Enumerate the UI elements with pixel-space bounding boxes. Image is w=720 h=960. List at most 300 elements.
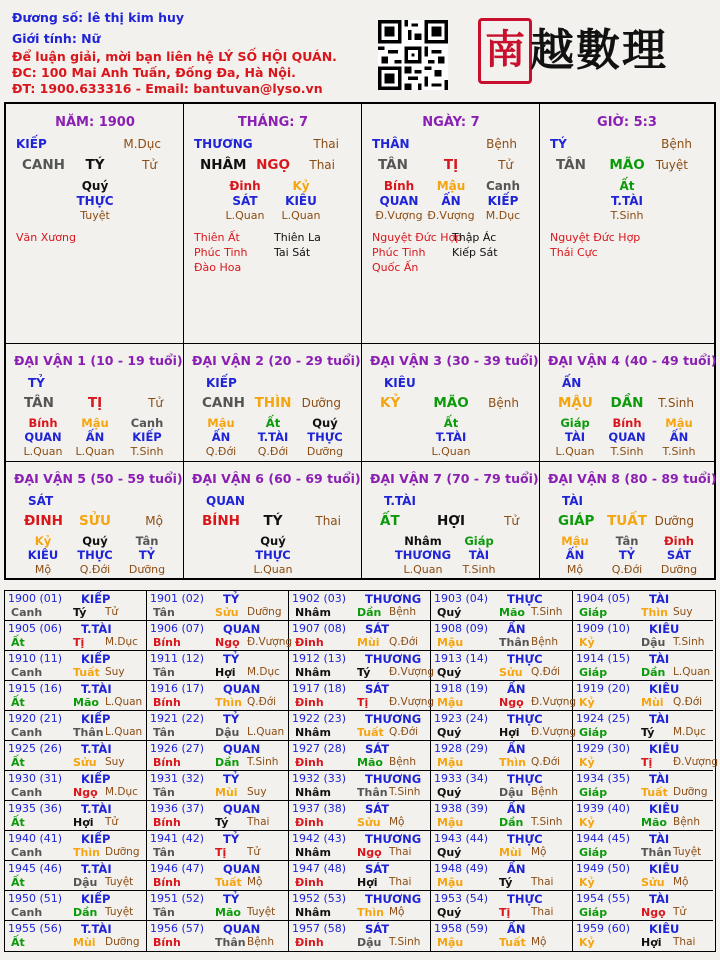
year-state: Bệnh bbox=[389, 756, 416, 768]
year-cell[interactable] bbox=[431, 861, 573, 891]
year-ten-god: TỶ bbox=[223, 892, 240, 906]
year-ten-god: KIÊU bbox=[649, 802, 680, 816]
year-cell[interactable] bbox=[289, 801, 431, 831]
year-ten-god: THƯƠNG bbox=[365, 892, 422, 906]
year-cell[interactable] bbox=[431, 591, 573, 621]
year-cell[interactable] bbox=[431, 711, 577, 741]
year-state: Bệnh bbox=[389, 606, 416, 618]
year-label: 1946 (47) bbox=[150, 862, 205, 875]
year-branch: Ngọ bbox=[357, 846, 382, 859]
dai-van-state: Tử bbox=[504, 514, 519, 528]
year-cell[interactable] bbox=[147, 681, 289, 711]
year-stem: Ất bbox=[11, 876, 25, 889]
star-bad: Thiên La bbox=[274, 231, 321, 244]
year-branch: Sửu bbox=[73, 756, 97, 769]
year-cell[interactable] bbox=[573, 651, 713, 681]
hidden-state: T.Sinh bbox=[662, 445, 696, 458]
year-stem: Ất bbox=[11, 756, 25, 769]
year-branch: Hợi bbox=[641, 936, 662, 949]
pillar-title: NĂM: 1900 bbox=[55, 115, 135, 130]
year-stem: Canh bbox=[11, 726, 43, 739]
hidden-ten-god: ẤN bbox=[565, 548, 585, 562]
year-label: 1944 (45) bbox=[576, 832, 631, 845]
year-branch: Tuất bbox=[73, 666, 100, 679]
year-cell[interactable] bbox=[147, 711, 289, 741]
pillar-ten-god: TÝ bbox=[550, 137, 567, 151]
year-cell[interactable] bbox=[289, 651, 435, 681]
year-label: 1929 (30) bbox=[576, 742, 631, 755]
hidden-ten-god: KIÊU bbox=[285, 194, 317, 208]
year-cell[interactable] bbox=[147, 591, 289, 621]
year-stem: Giáp bbox=[579, 906, 608, 919]
year-stem: Tân bbox=[153, 906, 175, 919]
year-state: Dưỡng bbox=[673, 786, 708, 798]
year-stem: Bính bbox=[153, 816, 181, 829]
year-state: Tuyệt bbox=[673, 846, 702, 858]
year-stem: Canh bbox=[11, 606, 43, 619]
year-cell[interactable] bbox=[147, 621, 293, 651]
year-state: T.Sinh bbox=[389, 936, 421, 948]
dai-van-title: ĐẠI VẬN 1 (10 - 19 tuổi) bbox=[14, 353, 183, 368]
year-branch: Thìn bbox=[499, 756, 526, 769]
year-state: T.Sinh bbox=[531, 606, 563, 618]
year-branch: Thân bbox=[73, 726, 104, 739]
year-branch: Dần bbox=[641, 666, 666, 679]
year-state: Đ.Vượng bbox=[389, 666, 435, 678]
year-branch: Dậu bbox=[357, 936, 382, 949]
dai-van-ten-god: KIÊU bbox=[384, 376, 416, 390]
year-stem: Đinh bbox=[295, 756, 324, 769]
earthly-branch: NGỌ bbox=[256, 157, 290, 173]
year-stem: Kỷ bbox=[579, 816, 595, 829]
year-state: Tử bbox=[105, 606, 119, 618]
hidden-stem: Mậu bbox=[81, 416, 109, 430]
year-cell[interactable] bbox=[573, 711, 713, 741]
year-ten-god: KIÊU bbox=[649, 742, 680, 756]
year-stem: Quý bbox=[437, 846, 462, 859]
year-label: 1910 (11) bbox=[8, 652, 63, 665]
year-state: Bệnh bbox=[247, 936, 274, 948]
year-stem: Bính bbox=[153, 756, 181, 769]
year-branch: Tý bbox=[641, 726, 655, 739]
year-stem: Quý bbox=[437, 786, 462, 799]
hidden-ten-god: KIẾP bbox=[487, 194, 519, 208]
dai-van-branch: TÝ bbox=[263, 513, 283, 529]
year-ten-god: KIẾP bbox=[81, 772, 111, 786]
dai-van-title: ĐẠI VẬN 6 (60 - 69 tuổi) bbox=[192, 471, 361, 486]
year-state: Tử bbox=[247, 846, 261, 858]
year-stem: Đinh bbox=[295, 876, 324, 889]
year-cell[interactable] bbox=[431, 771, 573, 801]
year-cell[interactable] bbox=[5, 861, 147, 891]
contact-intro: Để luận giải, mời bạn liên hệ LÝ SỐ HỘI QUÁN. bbox=[12, 49, 337, 64]
year-label: 1922 (23) bbox=[292, 712, 347, 725]
dai-van-branch: HỢI bbox=[436, 513, 466, 529]
year-cell[interactable] bbox=[573, 861, 713, 891]
dai-van-cell bbox=[540, 462, 717, 578]
year-label: 1948 (49) bbox=[434, 862, 489, 875]
dai-van-ten-god: SÁT bbox=[28, 494, 54, 508]
hidden-ten-god: KIÊU bbox=[27, 548, 59, 562]
year-state: Thai bbox=[389, 846, 412, 858]
year-state: Dưỡng bbox=[247, 606, 282, 618]
year-branch: Mão bbox=[73, 696, 99, 709]
year-stem: Canh bbox=[11, 846, 43, 859]
year-state: Tử bbox=[105, 816, 119, 828]
year-label: 1926 (27) bbox=[150, 742, 205, 755]
year-cell[interactable] bbox=[289, 741, 431, 771]
year-state: L.Quan bbox=[105, 726, 143, 738]
year-stem: Mậu bbox=[437, 636, 464, 649]
star-good: Phúc Tinh bbox=[194, 246, 248, 259]
year-label: 1927 (28) bbox=[292, 742, 347, 755]
year-ten-god: ẤN bbox=[507, 862, 526, 876]
year-cell[interactable] bbox=[431, 741, 573, 771]
year-ten-god: QUAN bbox=[223, 622, 261, 636]
year-cell[interactable] bbox=[431, 891, 573, 921]
year-state: Bệnh bbox=[673, 816, 700, 828]
year-label: 1924 (25) bbox=[576, 712, 631, 725]
year-cell[interactable] bbox=[289, 921, 431, 951]
star-good: Phúc Tinh bbox=[372, 246, 426, 259]
year-ten-god: TÀI bbox=[649, 892, 670, 906]
dai-van-cell bbox=[362, 462, 540, 578]
year-cell[interactable] bbox=[147, 861, 289, 891]
dai-van-title: ĐẠI VẬN 2 (20 - 29 tuổi) bbox=[192, 353, 361, 368]
year-label: 1942 (43) bbox=[292, 832, 347, 845]
phone-email[interactable]: ĐT: 1900.633316 - Email: bantuvan@lyso.vn bbox=[12, 81, 323, 96]
year-label: 1954 (55) bbox=[576, 892, 631, 905]
year-state: T.Sinh bbox=[673, 636, 705, 648]
year-stem: Kỷ bbox=[579, 936, 595, 949]
year-ten-god: QUAN bbox=[223, 682, 261, 696]
hidden-stem: Bính bbox=[28, 416, 58, 430]
hidden-state: Đ.Vượng bbox=[375, 209, 423, 222]
dai-van-ten-god: QUAN bbox=[206, 494, 245, 508]
year-cell[interactable] bbox=[5, 651, 147, 681]
year-label: 1947 (48) bbox=[292, 862, 347, 875]
hidden-state: Mộ bbox=[566, 563, 584, 576]
year-state: Q.Đới bbox=[247, 696, 277, 708]
hidden-stem: Giáp bbox=[560, 416, 590, 430]
pillar-state: Tuyệt bbox=[655, 158, 688, 172]
year-branch: Sửu bbox=[215, 606, 239, 619]
hidden-stem: Canh bbox=[130, 416, 164, 430]
year-branch: Dần bbox=[73, 906, 98, 919]
year-label: 1943 (44) bbox=[434, 832, 489, 845]
year-branch: Sửu bbox=[357, 816, 381, 829]
dai-van-branch: SỬU bbox=[79, 513, 111, 529]
year-label: 1913 (14) bbox=[434, 652, 489, 665]
year-stem: Tân bbox=[153, 846, 175, 859]
year-stem: Giáp bbox=[579, 846, 608, 859]
year-branch: Dần bbox=[499, 816, 524, 829]
hidden-stem: Ất bbox=[619, 179, 635, 193]
year-ten-god: SÁT bbox=[365, 862, 390, 876]
year-cell[interactable] bbox=[5, 591, 147, 621]
hidden-state: M.Dục bbox=[485, 209, 521, 222]
year-stem: Giáp bbox=[579, 606, 608, 619]
earthly-branch: TÝ bbox=[85, 157, 105, 173]
year-branch: Tị bbox=[499, 906, 511, 919]
dai-van-ten-god: TỶ bbox=[28, 376, 45, 390]
year-branch: Ngọ bbox=[499, 696, 524, 709]
gender: Giới tính: Nữ bbox=[12, 31, 101, 46]
hidden-stem: Mậu bbox=[207, 416, 235, 430]
year-cell[interactable] bbox=[289, 891, 431, 921]
dai-van-ten-god: T.TÀI bbox=[384, 494, 416, 508]
year-branch: Thìn bbox=[357, 906, 384, 919]
hidden-stem: Đinh bbox=[229, 179, 261, 193]
star-bad: Tai Sát bbox=[274, 246, 311, 259]
year-cell[interactable] bbox=[5, 741, 147, 771]
year-cell[interactable] bbox=[289, 591, 431, 621]
year-label: 1955 (56) bbox=[8, 922, 63, 935]
year-ten-god: T.TÀI bbox=[81, 742, 112, 756]
hidden-state: Dưỡng bbox=[660, 563, 698, 576]
year-stem: Kỷ bbox=[579, 756, 595, 769]
pillar-cell bbox=[362, 104, 540, 344]
year-state: T.Sinh bbox=[389, 786, 421, 798]
hidden-ten-god: THỰC bbox=[77, 548, 113, 562]
year-ten-god: TỶ bbox=[223, 712, 240, 726]
hidden-stem: Đinh bbox=[664, 534, 694, 548]
year-cell[interactable] bbox=[5, 771, 147, 801]
year-cell[interactable] bbox=[147, 891, 289, 921]
year-label: 1953 (54) bbox=[434, 892, 489, 905]
year-label: 1923 (24) bbox=[434, 712, 489, 725]
year-cell[interactable] bbox=[289, 861, 431, 891]
year-stem: Bính bbox=[153, 936, 181, 949]
hidden-ten-god: QUAN bbox=[608, 430, 646, 444]
year-ten-god: TỶ bbox=[223, 592, 240, 606]
hidden-state: L.Quan bbox=[281, 209, 321, 222]
hidden-state: L.Quan bbox=[253, 563, 293, 576]
year-cell[interactable] bbox=[5, 621, 147, 651]
year-cell[interactable] bbox=[573, 771, 713, 801]
year-state: Mộ bbox=[531, 936, 547, 948]
year-ten-god: TÀI bbox=[649, 832, 670, 846]
year-ten-god: THƯƠNG bbox=[365, 652, 422, 666]
hidden-stem: Mậu bbox=[665, 416, 693, 430]
year-cell[interactable] bbox=[431, 681, 577, 711]
year-ten-god: ẤN bbox=[507, 802, 526, 816]
year-ten-god: THƯƠNG bbox=[365, 592, 422, 606]
year-state: T.Sinh bbox=[247, 756, 279, 768]
year-stem: Nhâm bbox=[295, 906, 331, 919]
year-cell[interactable] bbox=[147, 741, 289, 771]
pillar-state-top: Bệnh bbox=[486, 137, 517, 151]
dai-van-title: ĐẠI VẬN 4 (40 - 49 tuổi) bbox=[548, 353, 717, 368]
year-state: Thai bbox=[531, 876, 554, 888]
year-stem: Canh bbox=[11, 786, 43, 799]
year-label: 1903 (04) bbox=[434, 592, 489, 605]
chart-grid bbox=[4, 102, 716, 580]
year-cell[interactable] bbox=[5, 801, 147, 831]
year-cell[interactable] bbox=[431, 921, 573, 951]
dai-van-cell bbox=[362, 344, 540, 462]
year-ten-god: THƯƠNG bbox=[365, 712, 422, 726]
year-label: 1906 (07) bbox=[150, 622, 205, 635]
year-cell[interactable] bbox=[289, 621, 431, 651]
pillar-state-top: Thai bbox=[313, 137, 339, 151]
year-cell[interactable] bbox=[5, 711, 147, 741]
year-state: Q.Đới bbox=[389, 636, 419, 648]
year-cell[interactable] bbox=[147, 801, 289, 831]
hidden-state: Dưỡng bbox=[128, 563, 166, 576]
year-stem: Bính bbox=[153, 876, 181, 889]
hidden-state: Q.Đới bbox=[611, 563, 643, 576]
pillar-state: Tử bbox=[498, 158, 513, 172]
year-ten-god: SÁT bbox=[365, 802, 390, 816]
year-state: Q.Đới bbox=[531, 756, 561, 768]
year-branch: Mão bbox=[357, 756, 383, 769]
year-cell[interactable] bbox=[289, 681, 435, 711]
hidden-ten-god: TÀI bbox=[468, 548, 490, 562]
yearly-table bbox=[4, 590, 719, 952]
hidden-stem: Quý bbox=[260, 534, 286, 548]
hidden-ten-god: ẤN bbox=[669, 430, 689, 444]
year-cell[interactable] bbox=[573, 591, 713, 621]
year-label: 1925 (26) bbox=[8, 742, 63, 755]
year-cell[interactable] bbox=[147, 651, 289, 681]
dai-van-state: Thai bbox=[315, 514, 341, 528]
hidden-stem: Quý bbox=[312, 416, 338, 430]
pillar-ten-god: THƯƠNG bbox=[194, 137, 253, 151]
year-label: 1930 (31) bbox=[8, 772, 63, 785]
year-ten-god: SÁT bbox=[365, 742, 390, 756]
year-state: L.Quan bbox=[673, 666, 711, 678]
year-stem: Đinh bbox=[295, 696, 324, 709]
year-stem: Nhâm bbox=[295, 786, 331, 799]
year-branch: Tị bbox=[73, 636, 85, 649]
year-cell[interactable] bbox=[289, 771, 431, 801]
dai-van-stem: MẬU bbox=[558, 395, 593, 411]
year-ten-god: T.TÀI bbox=[81, 622, 112, 636]
year-ten-god: TỶ bbox=[223, 652, 240, 666]
year-label: 1905 (06) bbox=[8, 622, 63, 635]
hidden-state: Mộ bbox=[34, 563, 52, 576]
pillar-cell bbox=[184, 104, 362, 344]
hidden-stem: Mậu bbox=[561, 534, 589, 548]
year-state: Suy bbox=[105, 756, 125, 768]
year-cell[interactable] bbox=[573, 621, 713, 651]
year-stem: Quý bbox=[437, 726, 462, 739]
year-cell[interactable] bbox=[431, 651, 573, 681]
year-stem: Quý bbox=[437, 666, 462, 679]
year-ten-god: THỰC bbox=[507, 712, 543, 726]
dai-van-branch: TUẤT bbox=[607, 513, 647, 529]
hidden-ten-god: ẤN bbox=[211, 430, 231, 444]
year-stem: Tân bbox=[153, 726, 175, 739]
year-branch: Hợi bbox=[215, 666, 236, 679]
year-branch: Mùi bbox=[73, 936, 96, 949]
hidden-state: Q.Đới bbox=[79, 563, 111, 576]
year-cell[interactable] bbox=[147, 831, 289, 861]
year-label: 1912 (13) bbox=[292, 652, 347, 665]
dai-van-stem: KỶ bbox=[380, 395, 401, 411]
hidden-state: Tuyệt bbox=[80, 209, 110, 222]
year-ten-god: TỶ bbox=[223, 832, 240, 846]
dai-van-state: Dưỡng bbox=[654, 514, 694, 528]
dai-van-cell bbox=[6, 462, 184, 578]
year-ten-god: THỰC bbox=[507, 652, 543, 666]
year-cell[interactable] bbox=[289, 831, 431, 861]
year-state: Tuyệt bbox=[105, 906, 134, 918]
year-ten-god: ẤN bbox=[507, 682, 526, 696]
year-ten-god: QUAN bbox=[223, 922, 261, 936]
year-ten-god: QUAN bbox=[223, 802, 261, 816]
year-branch: Sửu bbox=[641, 876, 665, 889]
owner-name: Đương số: lê thị kim huy bbox=[12, 10, 185, 25]
year-cell[interactable] bbox=[5, 681, 147, 711]
brand-title: 越數理 bbox=[530, 25, 668, 76]
year-state: Suy bbox=[247, 786, 267, 798]
year-cell[interactable] bbox=[431, 801, 573, 831]
year-state: Thai bbox=[389, 876, 412, 888]
year-stem: Ất bbox=[11, 936, 25, 949]
year-branch: Dậu bbox=[641, 636, 666, 649]
hidden-ten-god: THỰC bbox=[76, 194, 114, 208]
year-cell[interactable] bbox=[431, 621, 573, 651]
year-cell[interactable] bbox=[573, 831, 713, 861]
year-stem: Tân bbox=[153, 666, 175, 679]
year-cell[interactable] bbox=[5, 831, 147, 861]
year-state: Đ.Vượng bbox=[389, 696, 435, 708]
qr-code-icon[interactable] bbox=[378, 20, 448, 90]
dai-van-ten-god: TÀI bbox=[562, 494, 584, 508]
year-state: Bệnh bbox=[531, 636, 558, 648]
year-cell[interactable] bbox=[5, 921, 147, 951]
year-branch: Thìn bbox=[641, 606, 668, 619]
year-branch: Ngọ bbox=[215, 636, 240, 649]
year-state: L.Quan bbox=[247, 726, 285, 738]
hidden-ten-god: QUAN bbox=[379, 194, 419, 208]
year-branch: Tuất bbox=[215, 876, 242, 889]
year-branch: Thân bbox=[641, 846, 672, 859]
year-cell[interactable] bbox=[573, 801, 713, 831]
year-stem: Giáp bbox=[579, 666, 608, 679]
year-cell[interactable] bbox=[573, 741, 719, 771]
year-cell[interactable] bbox=[573, 681, 713, 711]
year-branch: Mùi bbox=[215, 786, 238, 799]
year-state: Đ.Vượng bbox=[247, 636, 293, 648]
year-state: Mộ bbox=[531, 846, 547, 858]
hidden-ten-god: SÁT bbox=[232, 194, 258, 208]
year-cell[interactable] bbox=[147, 771, 289, 801]
year-cell[interactable] bbox=[289, 711, 431, 741]
year-label: 1908 (09) bbox=[434, 622, 489, 635]
year-stem: Quý bbox=[437, 906, 462, 919]
hidden-state: L.Quan bbox=[23, 445, 63, 458]
year-branch: Tý bbox=[73, 606, 87, 619]
year-cell[interactable] bbox=[147, 921, 289, 951]
address: ĐC: 100 Mai Anh Tuấn, Đống Đa, Hà Nội. bbox=[12, 65, 296, 80]
year-stem: Canh bbox=[11, 906, 43, 919]
year-branch: Thân bbox=[499, 636, 530, 649]
year-cell[interactable] bbox=[573, 891, 713, 921]
year-cell[interactable] bbox=[573, 921, 713, 951]
year-stem: Mậu bbox=[437, 876, 464, 889]
dai-van-stem: ẤT bbox=[380, 513, 400, 529]
year-state: Tuyệt bbox=[105, 876, 134, 888]
year-ten-god: T.TÀI bbox=[81, 682, 112, 696]
year-cell[interactable] bbox=[5, 891, 147, 921]
hidden-state: L.Quan bbox=[225, 209, 265, 222]
year-cell[interactable] bbox=[431, 831, 573, 861]
earthly-branch: TỊ bbox=[443, 157, 459, 173]
year-branch: Tý bbox=[357, 666, 371, 679]
